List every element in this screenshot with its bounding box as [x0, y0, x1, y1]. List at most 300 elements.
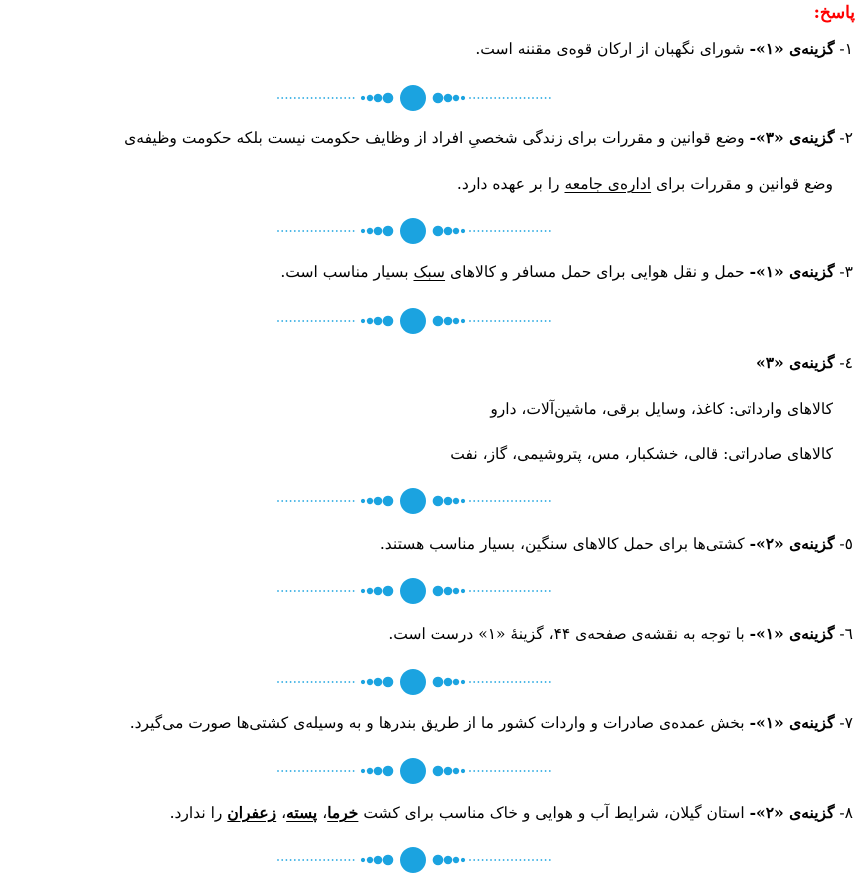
divider-dot — [520, 97, 522, 99]
divider-dot — [507, 770, 509, 772]
answer-text: وضع قوانین و مقررات برای — [656, 175, 833, 193]
divider-dot — [511, 500, 513, 502]
divider-dot — [374, 497, 383, 506]
divider-dot — [298, 230, 300, 232]
dotted-divider — [277, 84, 551, 112]
divider-dot — [486, 770, 488, 772]
divider-dot — [507, 590, 509, 592]
divider-dot — [349, 859, 351, 861]
divider-dot — [277, 770, 279, 772]
divider-dot — [453, 768, 459, 774]
divider-dot — [499, 681, 501, 683]
divider-dot — [507, 681, 509, 683]
comma: ، — [281, 804, 287, 822]
divider-dot — [524, 320, 526, 322]
answer-text: استان گیلان، شرایط آب و هوایی و خاک مناسب برای کشت — [363, 804, 745, 822]
divider-dot — [319, 500, 321, 502]
divider-dot — [332, 97, 334, 99]
divider-dot — [515, 97, 517, 99]
divider-dot — [344, 859, 346, 861]
divider-dot — [319, 320, 321, 322]
divider-dot — [532, 500, 534, 502]
divider-dot — [311, 770, 313, 772]
divider-dot — [524, 590, 526, 592]
divider-dot — [277, 500, 279, 502]
divider-ornament — [277, 757, 551, 785]
answer-text: وضع قوانین و مقررات برای زندگی شخصیِ افراد از وظایف حکومت نیست بلکه حکومت وظیفه‌ی — [124, 129, 745, 147]
divider-dot — [374, 767, 383, 776]
imports-line: کالاهای وارداتی: کاغذ، وسایل برقی، ماشین‌آلات، دارو — [490, 400, 833, 418]
divider-dot — [520, 500, 522, 502]
divider-dot — [524, 770, 526, 772]
divider-dot — [298, 859, 300, 861]
divider-dot — [433, 93, 444, 104]
divider-dot — [524, 681, 526, 683]
divider-dot — [400, 578, 426, 604]
divider-dot — [307, 770, 309, 772]
divider-dot — [520, 859, 522, 861]
divider-dot — [302, 230, 304, 232]
divider-dot — [482, 859, 484, 861]
divider-dot — [461, 229, 465, 233]
divider-dot — [444, 678, 453, 687]
divider-dot — [486, 230, 488, 232]
divider-dot — [478, 230, 480, 232]
divider-ornament — [277, 217, 551, 245]
divider-dot — [528, 770, 530, 772]
divider-dot — [336, 681, 338, 683]
divider-dot — [307, 590, 309, 592]
divider-dot — [319, 590, 321, 592]
divider-dot — [332, 500, 334, 502]
divider-dot — [315, 320, 317, 322]
divider-dot — [503, 681, 505, 683]
divider-dot — [315, 230, 317, 232]
divider-dot — [361, 680, 365, 684]
divider-dot — [520, 230, 522, 232]
divider-dot — [367, 95, 373, 101]
divider-dot — [473, 681, 475, 683]
divider-dot — [367, 318, 373, 324]
divider-dot — [332, 681, 334, 683]
divider-dot — [311, 590, 313, 592]
divider-dot — [490, 500, 492, 502]
divider-dot — [302, 590, 304, 592]
divider-dot — [486, 320, 488, 322]
answer-8 — [170, 801, 853, 825]
divider-dot — [453, 679, 459, 685]
divider-dot — [286, 230, 288, 232]
divider-dot — [319, 681, 321, 683]
divider-dot — [545, 681, 547, 683]
divider-dot — [323, 500, 325, 502]
divider-dot — [319, 230, 321, 232]
divider-dot — [482, 320, 484, 322]
bold-term: خرما — [327, 803, 359, 822]
divider-dot — [361, 229, 365, 233]
divider-dot — [515, 230, 517, 232]
divider-dot — [340, 97, 342, 99]
comma: ، — [322, 804, 328, 822]
divider-dot — [383, 855, 394, 866]
divider-dot — [311, 859, 313, 861]
divider-dot — [323, 590, 325, 592]
divider-dot — [281, 500, 283, 502]
divider-dot — [383, 766, 394, 777]
divider-dot — [323, 320, 325, 322]
divider-dot — [336, 230, 338, 232]
divider-dot — [532, 320, 534, 322]
divider-dot — [511, 859, 513, 861]
divider-dot — [277, 681, 279, 683]
divider-dot — [290, 230, 292, 232]
divider-dot — [528, 320, 530, 322]
divider-dot — [374, 227, 383, 236]
divider-dot — [532, 97, 534, 99]
answer-option: گزینه‌ی «۱»- — [749, 262, 835, 281]
divider-dot — [302, 320, 304, 322]
divider-dot — [383, 586, 394, 597]
divider-dot — [549, 230, 551, 232]
answer-text: بخش عمده‌ی صادرات و واردات کشور ما از طریق بندرها و به وسیله‌ی کشتی‌ها صورت می‌گیرد. — [129, 714, 745, 732]
divider-dot — [277, 590, 279, 592]
divider-dot — [507, 97, 509, 99]
divider-dot — [328, 681, 330, 683]
divider-dot — [473, 590, 475, 592]
divider-dot — [453, 857, 459, 863]
divider-dot — [361, 499, 365, 503]
divider-dot — [532, 590, 534, 592]
divider-dot — [469, 859, 471, 861]
divider-dot — [281, 97, 283, 99]
divider-dot — [319, 97, 321, 99]
divider-dot — [302, 681, 304, 683]
divider-dot — [302, 859, 304, 861]
answer-6 — [388, 622, 853, 646]
divider-dot — [433, 586, 444, 597]
divider-dot — [549, 859, 551, 861]
divider-dot — [349, 230, 351, 232]
divider-dot — [549, 590, 551, 592]
underlined-term: سبک — [413, 263, 446, 281]
divider-dot — [400, 758, 426, 784]
divider-dot — [298, 320, 300, 322]
divider-dot — [277, 230, 279, 232]
divider-dot — [453, 318, 459, 324]
divider-dot — [473, 97, 475, 99]
divider-dot — [319, 770, 321, 772]
answer-option: گزینه‌ی «۳» — [756, 353, 835, 372]
divider-dot — [494, 859, 496, 861]
divider-dot — [302, 500, 304, 502]
divider-dot — [344, 681, 346, 683]
divider-ornament — [277, 487, 551, 515]
divider-dot — [298, 97, 300, 99]
divider-ornament — [277, 668, 551, 696]
divider-dot — [528, 859, 530, 861]
divider-dot — [290, 97, 292, 99]
divider-dot — [307, 500, 309, 502]
divider-dot — [336, 500, 338, 502]
divider-dot — [515, 320, 517, 322]
divider-dot — [453, 588, 459, 594]
divider-dot — [503, 320, 505, 322]
divider-dot — [307, 859, 309, 861]
divider-dot — [507, 859, 509, 861]
divider-dot — [469, 500, 471, 502]
divider-dot — [294, 590, 296, 592]
divider-dot — [444, 856, 453, 865]
divider-dot — [494, 230, 496, 232]
divider-dot — [494, 320, 496, 322]
divider-dot — [353, 770, 355, 772]
divider-dot — [332, 590, 334, 592]
answer-number: ۸- — [839, 804, 853, 822]
divider-dot — [302, 770, 304, 772]
divider-dot — [344, 320, 346, 322]
divider-ornament — [277, 84, 551, 112]
divider-dot — [532, 859, 534, 861]
divider-dot — [353, 590, 355, 592]
divider-dot — [545, 590, 547, 592]
divider-dot — [461, 680, 465, 684]
divider-dot — [361, 96, 365, 100]
divider-dot — [532, 770, 534, 772]
divider-dot — [286, 590, 288, 592]
divider-dot — [294, 320, 296, 322]
divider-dot — [503, 859, 505, 861]
divider-dot — [461, 499, 465, 503]
divider-dot — [520, 681, 522, 683]
divider-dot — [328, 320, 330, 322]
divider-dot — [383, 316, 394, 327]
divider-dot — [286, 859, 288, 861]
divider-dot — [353, 681, 355, 683]
divider-dot — [294, 681, 296, 683]
divider-dot — [290, 681, 292, 683]
divider-dot — [482, 770, 484, 772]
divider-dot — [361, 589, 365, 593]
divider-dot — [545, 230, 547, 232]
divider-dot — [549, 500, 551, 502]
underlined-term: اداره‌ی جامعه — [564, 175, 652, 193]
divider-dot — [290, 500, 292, 502]
divider-dot — [307, 230, 309, 232]
divider-dot — [453, 498, 459, 504]
divider-dot — [507, 320, 509, 322]
divider-dot — [503, 770, 505, 772]
answer-number: ۳- — [839, 263, 853, 281]
divider-dot — [461, 589, 465, 593]
answer-text: را ندارد. — [169, 804, 223, 822]
divider-dot — [281, 230, 283, 232]
divider-dot — [298, 681, 300, 683]
divider-dot — [461, 96, 465, 100]
divider-dot — [499, 320, 501, 322]
divider-dot — [549, 681, 551, 683]
divider-dot — [482, 681, 484, 683]
divider-dot — [528, 590, 530, 592]
divider-dot — [290, 859, 292, 861]
dotted-divider — [277, 577, 551, 605]
divider-dot — [494, 500, 496, 502]
divider-dot — [478, 859, 480, 861]
divider-dot — [478, 320, 480, 322]
divider-dot — [453, 95, 459, 101]
divider-dot — [473, 230, 475, 232]
answer-number: ٤- — [839, 354, 853, 372]
divider-dot — [344, 770, 346, 772]
divider-dot — [361, 858, 365, 862]
answer-text: کشتی‌ها برای حمل کالاهای سنگین، بسیار مناسب هستند. — [379, 535, 745, 553]
divider-dot — [315, 681, 317, 683]
divider-dot — [332, 859, 334, 861]
divider-dot — [353, 500, 355, 502]
divider-dot — [444, 94, 453, 103]
divider-dot — [349, 681, 351, 683]
divider-dot — [473, 320, 475, 322]
divider-dot — [353, 320, 355, 322]
bold-term: زعفران — [227, 803, 277, 822]
divider-dot — [536, 97, 538, 99]
divider-dot — [349, 97, 351, 99]
divider-ornament — [277, 577, 551, 605]
divider-dot — [490, 230, 492, 232]
divider-dot — [444, 767, 453, 776]
divider-dot — [545, 770, 547, 772]
divider-dot — [328, 97, 330, 99]
divider-dot — [361, 769, 365, 773]
divider-dot — [511, 230, 513, 232]
bold-term: پسته — [286, 803, 318, 822]
divider-dot — [469, 770, 471, 772]
divider-dot — [503, 230, 505, 232]
divider-dot — [536, 770, 538, 772]
divider-dot — [281, 681, 283, 683]
divider-dot — [323, 230, 325, 232]
divider-dot — [469, 230, 471, 232]
divider-dot — [532, 681, 534, 683]
answer-text: حمل و نقل هوایی برای حمل مسافر و کالاهای — [449, 263, 745, 281]
divider-dot — [344, 97, 346, 99]
divider-dot — [499, 500, 501, 502]
divider-dot — [344, 500, 346, 502]
divider-dot — [515, 500, 517, 502]
answer-text: با توجه به نقشه‌ی صفحه‌ی ۴۴، گزینهٔ «۱» درست است. — [388, 625, 745, 643]
divider-dot — [281, 859, 283, 861]
divider-dot — [494, 97, 496, 99]
divider-dot — [511, 97, 513, 99]
divider-dot — [536, 500, 538, 502]
divider-dot — [511, 320, 513, 322]
divider-dot — [302, 97, 304, 99]
divider-dot — [520, 590, 522, 592]
divider-ornament — [277, 307, 551, 335]
divider-dot — [290, 590, 292, 592]
divider-dot — [367, 228, 373, 234]
divider-dot — [328, 500, 330, 502]
divider-dot — [323, 97, 325, 99]
divider-dot — [294, 859, 296, 861]
divider-dot — [298, 590, 300, 592]
divider-dot — [290, 320, 292, 322]
divider-dot — [524, 97, 526, 99]
divider-dot — [319, 859, 321, 861]
divider-dot — [486, 681, 488, 683]
divider-dot — [328, 230, 330, 232]
divider-dot — [478, 590, 480, 592]
divider-dot — [499, 859, 501, 861]
divider-dot — [336, 859, 338, 861]
divider-dot — [353, 859, 355, 861]
divider-dot — [290, 770, 292, 772]
dotted-divider — [277, 757, 551, 785]
divider-dot — [323, 859, 325, 861]
divider-dot — [549, 320, 551, 322]
divider-dot — [478, 681, 480, 683]
divider-dot — [433, 855, 444, 866]
divider-dot — [340, 590, 342, 592]
divider-dot — [400, 218, 426, 244]
divider-dot — [433, 677, 444, 688]
divider-dot — [486, 97, 488, 99]
divider-dot — [340, 859, 342, 861]
dotted-divider — [277, 487, 551, 515]
divider-dot — [315, 97, 317, 99]
divider-dot — [374, 317, 383, 326]
divider-dot — [515, 681, 517, 683]
divider-dot — [490, 681, 492, 683]
divider-dot — [336, 770, 338, 772]
divider-dot — [281, 320, 283, 322]
divider-dot — [340, 770, 342, 772]
divider-dot — [453, 228, 459, 234]
divider-dot — [478, 770, 480, 772]
divider-dot — [503, 97, 505, 99]
divider-dot — [536, 590, 538, 592]
divider-ornament — [277, 846, 551, 874]
divider-dot — [298, 770, 300, 772]
divider-dot — [433, 496, 444, 507]
divider-dot — [336, 320, 338, 322]
divider-dot — [528, 500, 530, 502]
divider-dot — [332, 770, 334, 772]
divider-dot — [536, 230, 538, 232]
divider-dot — [469, 320, 471, 322]
answer-4 — [756, 351, 853, 375]
divider-dot — [298, 500, 300, 502]
divider-dot — [332, 320, 334, 322]
divider-dot — [374, 587, 383, 596]
divider-dot — [541, 320, 543, 322]
divider-dot — [294, 97, 296, 99]
divider-dot — [277, 97, 279, 99]
divider-dot — [349, 770, 351, 772]
divider-dot — [361, 319, 365, 323]
divider-dot — [340, 500, 342, 502]
divider-dot — [528, 681, 530, 683]
divider-dot — [469, 97, 471, 99]
divider-dot — [541, 770, 543, 772]
divider-dot — [528, 97, 530, 99]
divider-dot — [490, 770, 492, 772]
answer-2 — [124, 126, 853, 150]
answer-number: ٦- — [839, 625, 853, 643]
divider-dot — [541, 859, 543, 861]
divider-dot — [374, 678, 383, 687]
divider-dot — [549, 97, 551, 99]
divider-dot — [469, 681, 471, 683]
